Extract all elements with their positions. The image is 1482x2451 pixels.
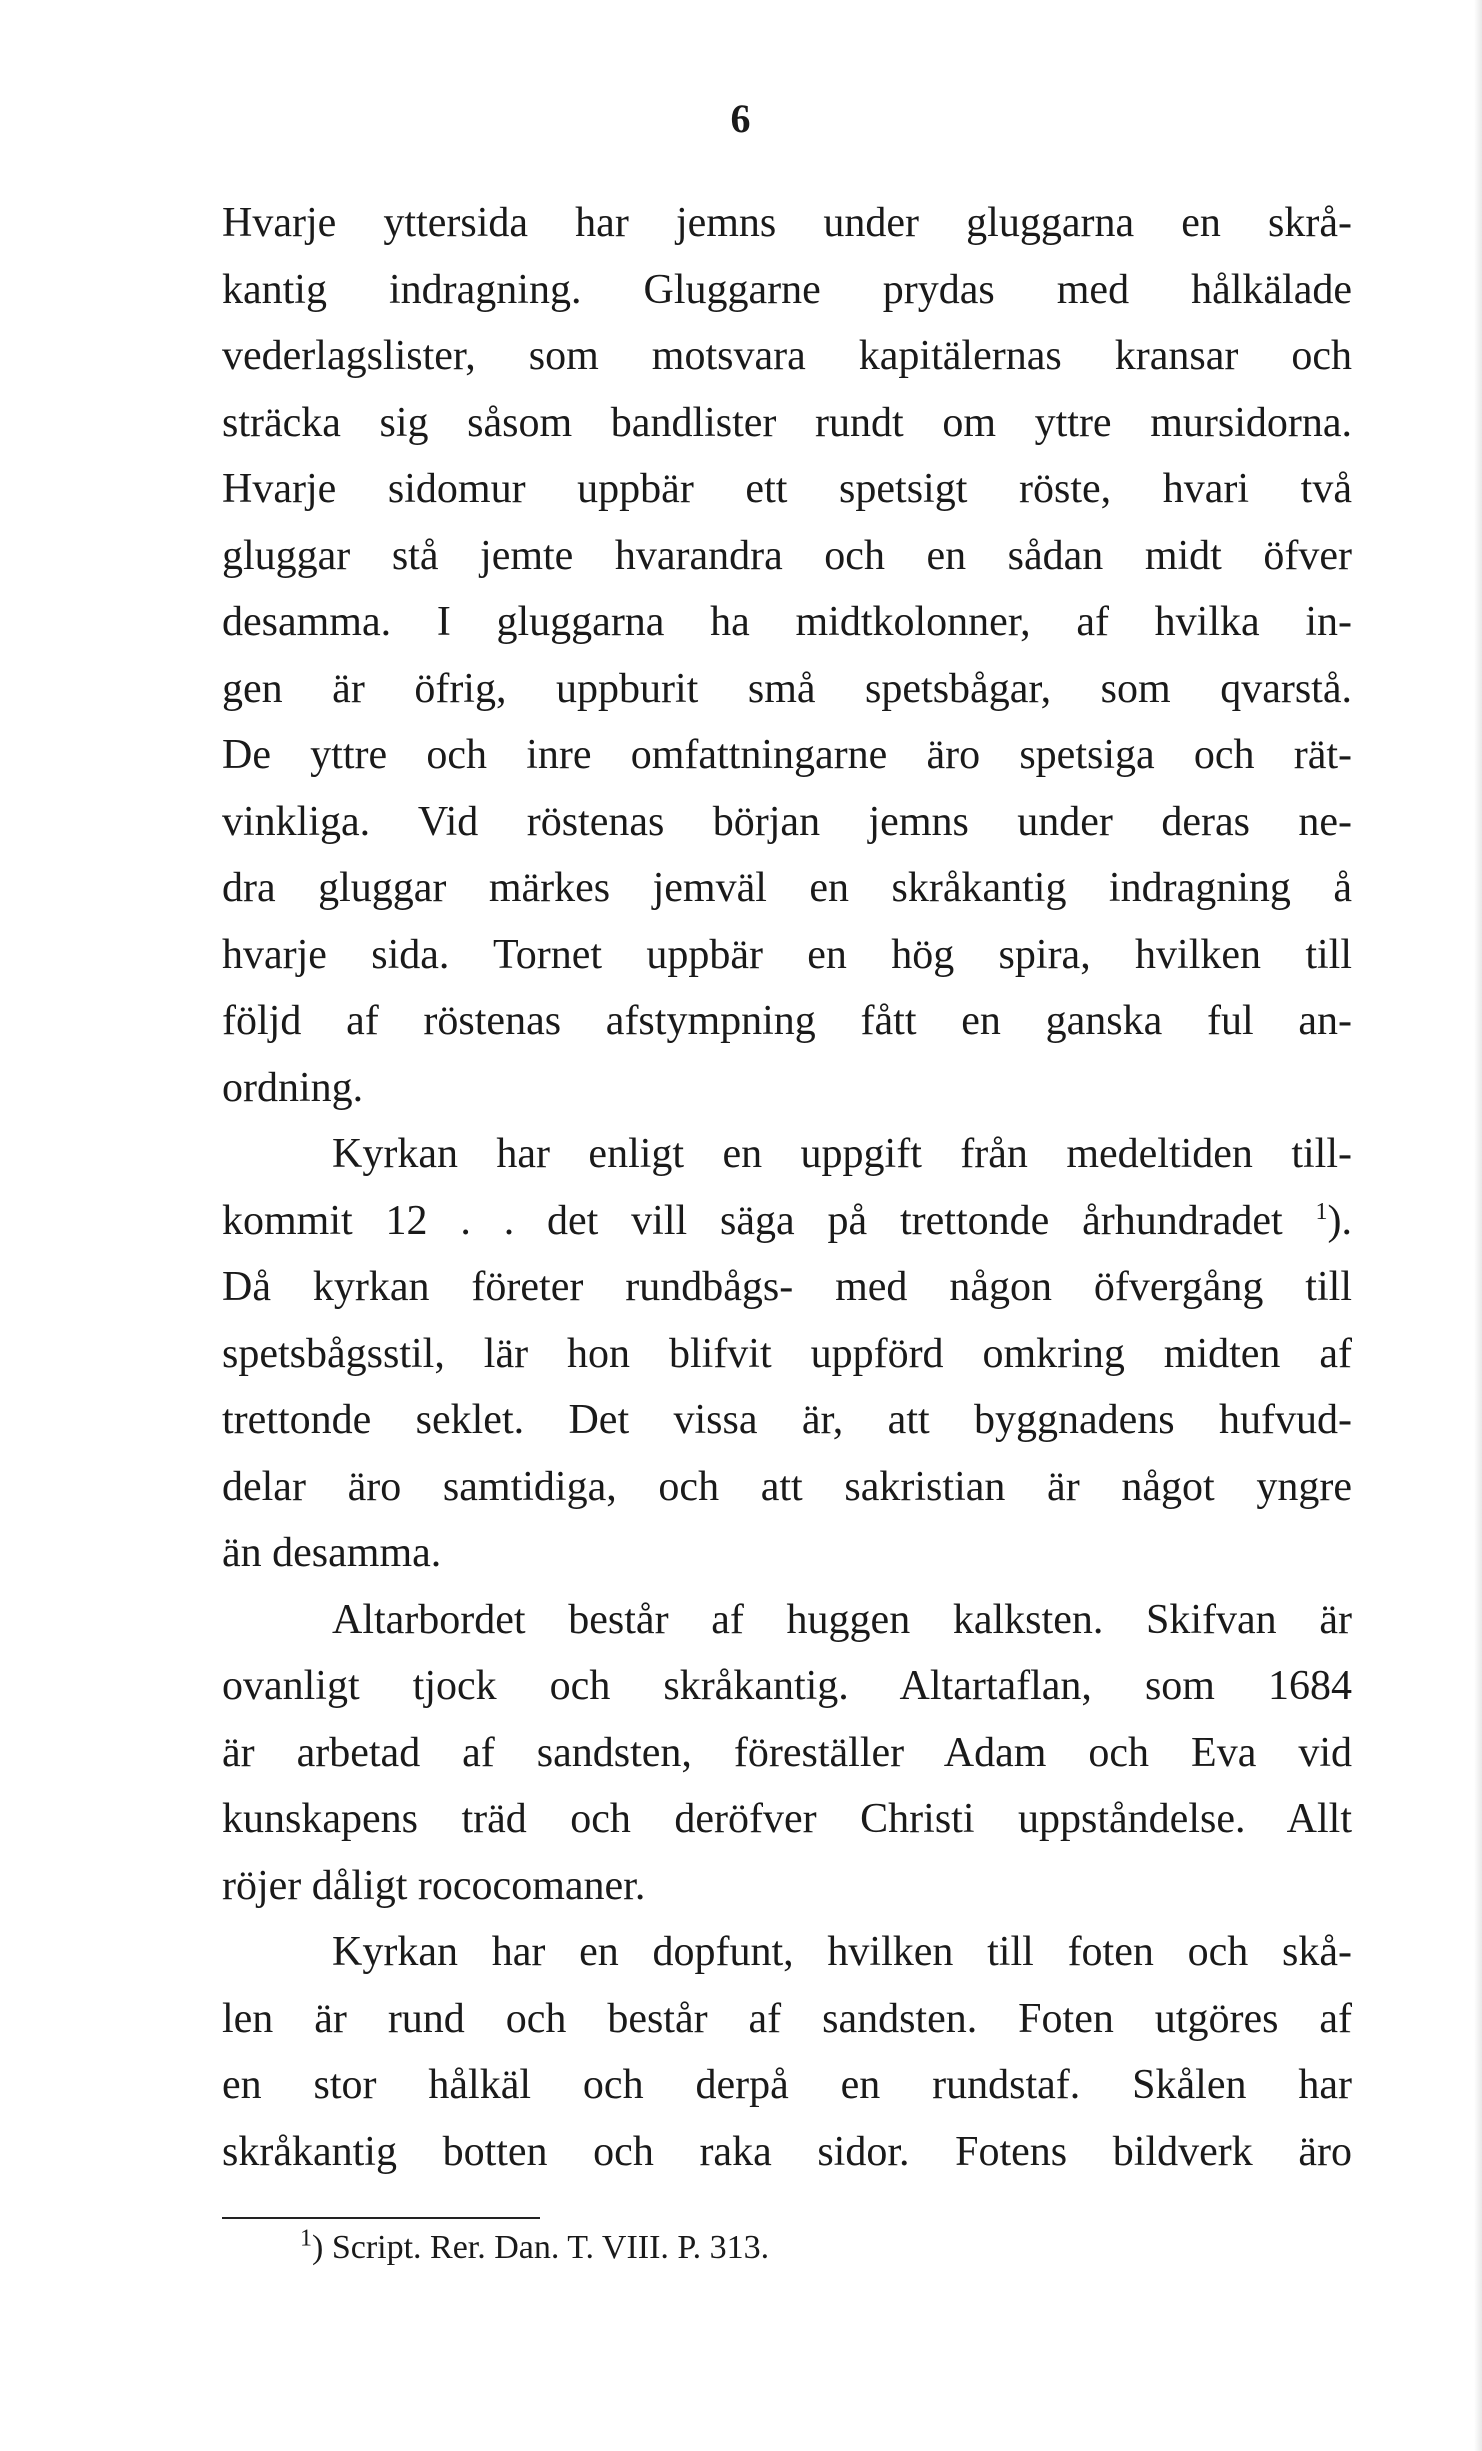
text-line: delar äro samtidiga, och att sakristian är något yngre	[222, 1463, 1352, 1510]
text-line: len är rund och består af sandsten. Foten utgöres af	[222, 1995, 1352, 2042]
text-line: kommit 12 . . det vill säga på trettonde århundradet	[222, 1197, 1283, 1244]
page-number: 6	[730, 96, 752, 141]
text-line: trettonde seklet. Det vissa är, att byggnadens hufvud-	[222, 1397, 1352, 1443]
text-line: dra gluggar märkes jemväl en skråkantig indragning å	[222, 865, 1352, 911]
text-line: ordning.	[222, 1064, 364, 1111]
text-line: gluggar stå jemte hvarandra och en sådan midt öfver	[222, 532, 1352, 579]
text-line: ovanligt tjock och skråkantig. Altartaflan, som 1684	[222, 1663, 1352, 1709]
text-line: De yttre och inre omfattningarne äro spetsiga och rät-	[222, 732, 1352, 778]
text-line: kantig indragning. Gluggarne prydas med hålkälade	[222, 266, 1352, 313]
text-line: spetsbågsstil, lär hon blifvit uppförd omkring midten af	[222, 1330, 1352, 1377]
footnote-divider	[222, 2217, 540, 2219]
text-line: Kyrkan har enligt en uppgift från medeltiden till-	[332, 1131, 1352, 1177]
text-line: en stor hålkäl och derpå en rundstaf. Skålen har	[222, 2062, 1352, 2108]
footnote-marker: 1	[300, 2225, 312, 2252]
text-line: Hvarje sidomur uppbär ett spetsigt röste, hvari två	[222, 466, 1352, 512]
page-edge-shadow	[1474, 0, 1482, 2451]
text-line: Kyrkan har en dopfunt, hvilken till foten och skå-	[332, 1929, 1352, 1975]
text-line: röjer dåligt rococomaner.	[222, 1862, 646, 1909]
text-line: än desamma.	[222, 1530, 442, 1576]
text-line: Hvarje yttersida har jemns under gluggarna en skrå-	[222, 200, 1352, 246]
text-line: hvarje sida. Tornet uppbär en hög spira, hvilken till	[222, 931, 1352, 978]
footnote-reference: 1	[1315, 1198, 1328, 1225]
text-line: sträcka sig såsom bandlister rundt om yttre mursidorna.	[222, 399, 1352, 446]
footnote-reference-close: ).	[1327, 1197, 1353, 1244]
text-line: Då kyrkan företer rundbågs- med någon öfvergång till	[222, 1264, 1352, 1310]
text-line: vederlagslister, som motsvara kapitälernas kransar och	[222, 333, 1352, 379]
footnote-text: ) Script. Rer. Dan. T. VIII. P. 313.	[312, 2229, 770, 2266]
text-line: följd af röstenas afstympning fått en ganska ful an-	[222, 998, 1352, 1044]
body-text	[222, 190, 1352, 2185]
text-line: gen är öfrig, uppburit små spetsbågar, som qvarstå.	[222, 665, 1352, 712]
text-line: är arbetad af sandsten, föreställer Adam och Eva vid	[222, 1729, 1352, 1776]
text-line-with-footnote-ref	[222, 1188, 1352, 1255]
footnote	[300, 2225, 770, 2267]
text-line: skråkantig botten och raka sidor. Fotens bildverk äro	[222, 2128, 1352, 2175]
text-line: desamma. I gluggarna ha midtkolonner, af hvilka in-	[222, 599, 1352, 645]
text-line: Altarbordet består af huggen kalksten. Skifvan är	[332, 1596, 1352, 1643]
text-line: kunskapens träd och deröfver Christi uppståndelse. Allt	[222, 1796, 1352, 1842]
text-line: vinkliga. Vid röstenas början jemns under deras ne-	[222, 798, 1352, 845]
